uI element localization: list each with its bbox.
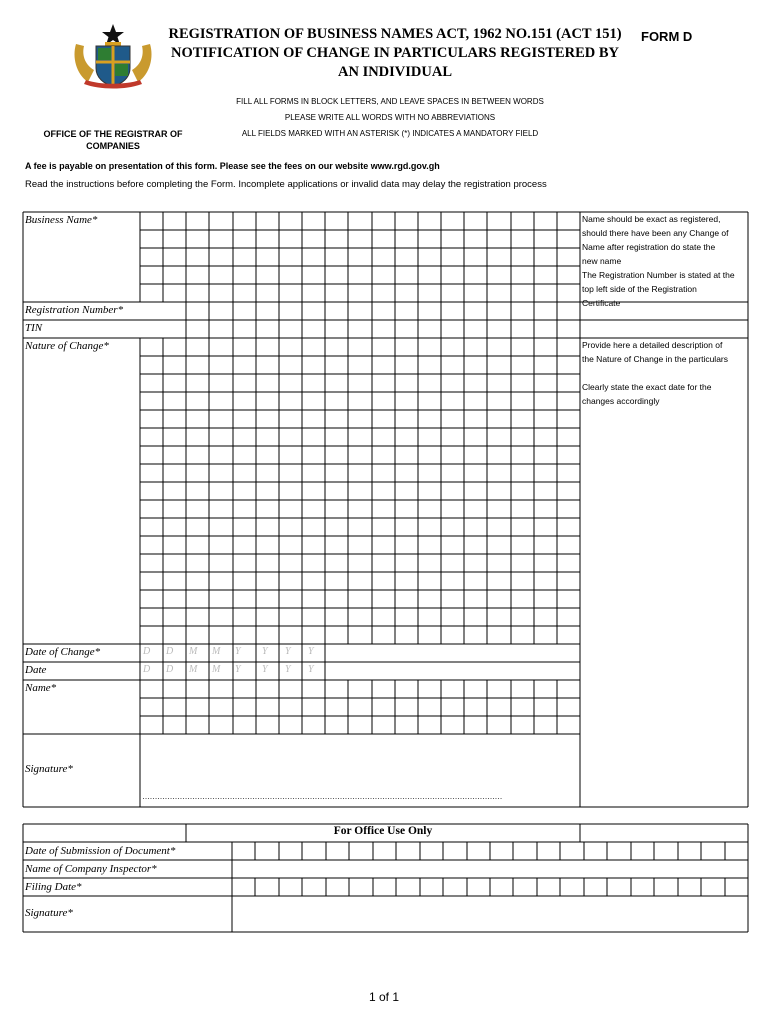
form-title-line-2: NOTIFICATION OF CHANGE IN PARTICULARS REGISTERED BY bbox=[171, 45, 619, 61]
note-line: top left side of the Registration bbox=[582, 284, 697, 294]
label-business-name: Business Name* bbox=[25, 214, 98, 226]
note-line: should there have been any Change of bbox=[582, 228, 729, 238]
date-ph-4: M bbox=[212, 664, 221, 675]
date-ph-1: D bbox=[143, 664, 151, 675]
office-line-1: OFFICE OF THE REGISTRAR OF bbox=[43, 129, 183, 139]
note-line: Certificate bbox=[582, 298, 621, 308]
form-title-line-1: REGISTRATION OF BUSINESS NAMES ACT, 1962 NO.151 (ACT 151) bbox=[168, 26, 622, 42]
office-use-heading: For Office Use Only bbox=[333, 825, 433, 837]
date-of-change-ph-3: M bbox=[189, 646, 198, 657]
form-title-line-3: AN INDIVIDUAL bbox=[338, 64, 452, 80]
note-line: The Registration Number is stated at the bbox=[582, 270, 735, 280]
label-filing-date: Filing Date* bbox=[25, 881, 82, 893]
label-date-of-submission: Date of Submission of Document* bbox=[25, 845, 176, 857]
date-of-change-ph-2: D bbox=[166, 646, 174, 657]
note-nature-of-change bbox=[582, 338, 750, 408]
note-line: Name after registration do state the bbox=[582, 242, 716, 252]
note-line bbox=[582, 366, 750, 380]
date-of-change-ph-4: M bbox=[212, 646, 221, 657]
note-line: Provide here a detailed description of bbox=[582, 340, 723, 350]
fee-notice: A fee is payable on presentation of this form. Please see the fees on our website www.rgd.gov.gh bbox=[25, 161, 440, 171]
label-company-inspector: Name of Company Inspector* bbox=[25, 863, 157, 875]
date-ph-3: M bbox=[189, 664, 198, 675]
label-date: Date bbox=[25, 664, 47, 676]
date-of-change-ph-6: Y bbox=[262, 646, 268, 657]
label-office-signature: Signature* bbox=[25, 907, 73, 919]
date-ph-8: Y bbox=[308, 664, 314, 675]
note-line: new name bbox=[582, 256, 622, 266]
instruction-no-abbreviations: PLEASE WRITE ALL WORDS WITH NO ABBREVIATIONS bbox=[284, 113, 496, 122]
date-ph-5: Y bbox=[235, 664, 241, 675]
note-business-name bbox=[582, 212, 750, 310]
date-ph-7: Y bbox=[285, 664, 291, 675]
date-of-change-ph-8: Y bbox=[308, 646, 314, 657]
note-line: Clearly state the exact date for the bbox=[582, 382, 712, 392]
date-ph-6: Y bbox=[262, 664, 268, 675]
label-signature: Signature* bbox=[25, 763, 73, 775]
instruction-mandatory-fields: ALL FIELDS MARKED WITH AN ASTERISK (*) INDICATES A MANDATORY FIELD bbox=[241, 129, 539, 138]
note-line: the Nature of Change in the particulars bbox=[582, 354, 729, 364]
label-nature-of-change: Nature of Change* bbox=[25, 340, 109, 352]
signature-line: ……………………………………………………………………………………………………………………………… bbox=[142, 792, 502, 801]
date-of-change-ph-7: Y bbox=[285, 646, 291, 657]
label-registration-number: Registration Number* bbox=[25, 304, 124, 316]
page-number: 1 of 1 bbox=[368, 990, 400, 1004]
label-tin: TIN bbox=[25, 322, 43, 334]
label-date-of-change: Date of Change* bbox=[25, 646, 101, 658]
note-line: changes accordingly bbox=[582, 396, 660, 406]
read-instructions-notice: Read the instructions before completing the Form. Incomplete applications or invalid data may delay the registration process bbox=[25, 179, 547, 190]
office-line-2: COMPANIES bbox=[86, 141, 140, 151]
date-of-change-ph-5: Y bbox=[235, 646, 241, 657]
date-ph-2: D bbox=[166, 664, 174, 675]
instruction-block-letters: FILL ALL FORMS IN BLOCK LETTERS, AND LEAVE SPACES IN BETWEEN WORDS bbox=[236, 97, 544, 106]
note-line: Name should be exact as registered, bbox=[582, 214, 721, 224]
form-code: FORM D bbox=[641, 29, 693, 44]
label-name: Name* bbox=[25, 682, 57, 694]
date-of-change-ph-1: D bbox=[143, 646, 151, 657]
